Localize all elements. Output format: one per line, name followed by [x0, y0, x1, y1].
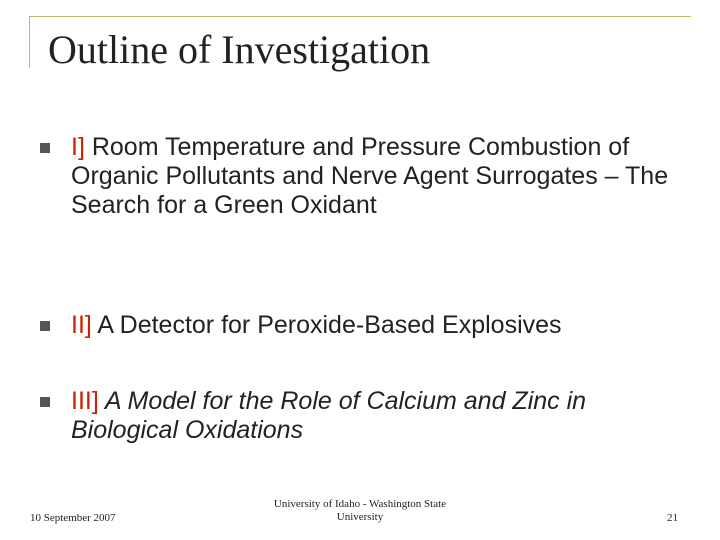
- bullet-numeral: I]: [71, 133, 85, 161]
- bullet-body: Room Temperature and Pressure Combustion of Organic Pollutants and Nerve Agent Surrogates – The Search for a Green Oxidant: [71, 133, 669, 219]
- bullet-text: [71, 387, 681, 445]
- bullet-numeral: II]: [71, 311, 92, 339]
- title-frame-top: [29, 16, 691, 17]
- bullet-text: [71, 133, 681, 220]
- footer-institution-line1: University of Idaho - Washington State: [273, 498, 447, 510]
- footer-institution: [240, 498, 480, 524]
- bullet-text: [71, 311, 681, 340]
- bullet-square-icon: [40, 397, 50, 407]
- slide-title: Outline of Investigation: [48, 27, 431, 72]
- bullet-body: A Model for the Role of Calcium and Zinc in Biological Oxidations: [71, 387, 587, 444]
- bullet-numeral: III]: [71, 387, 99, 415]
- bullet-square-icon: [40, 143, 50, 153]
- bullet-square-icon: [40, 321, 50, 331]
- title-frame-left: [29, 16, 30, 68]
- bullet-body: A Detector for Peroxide-Based Explosives: [91, 311, 562, 339]
- footer-page-number: 21: [667, 512, 678, 524]
- footer-date: 10 September 2007: [30, 512, 116, 524]
- footer-institution-line2: University: [336, 511, 384, 523]
